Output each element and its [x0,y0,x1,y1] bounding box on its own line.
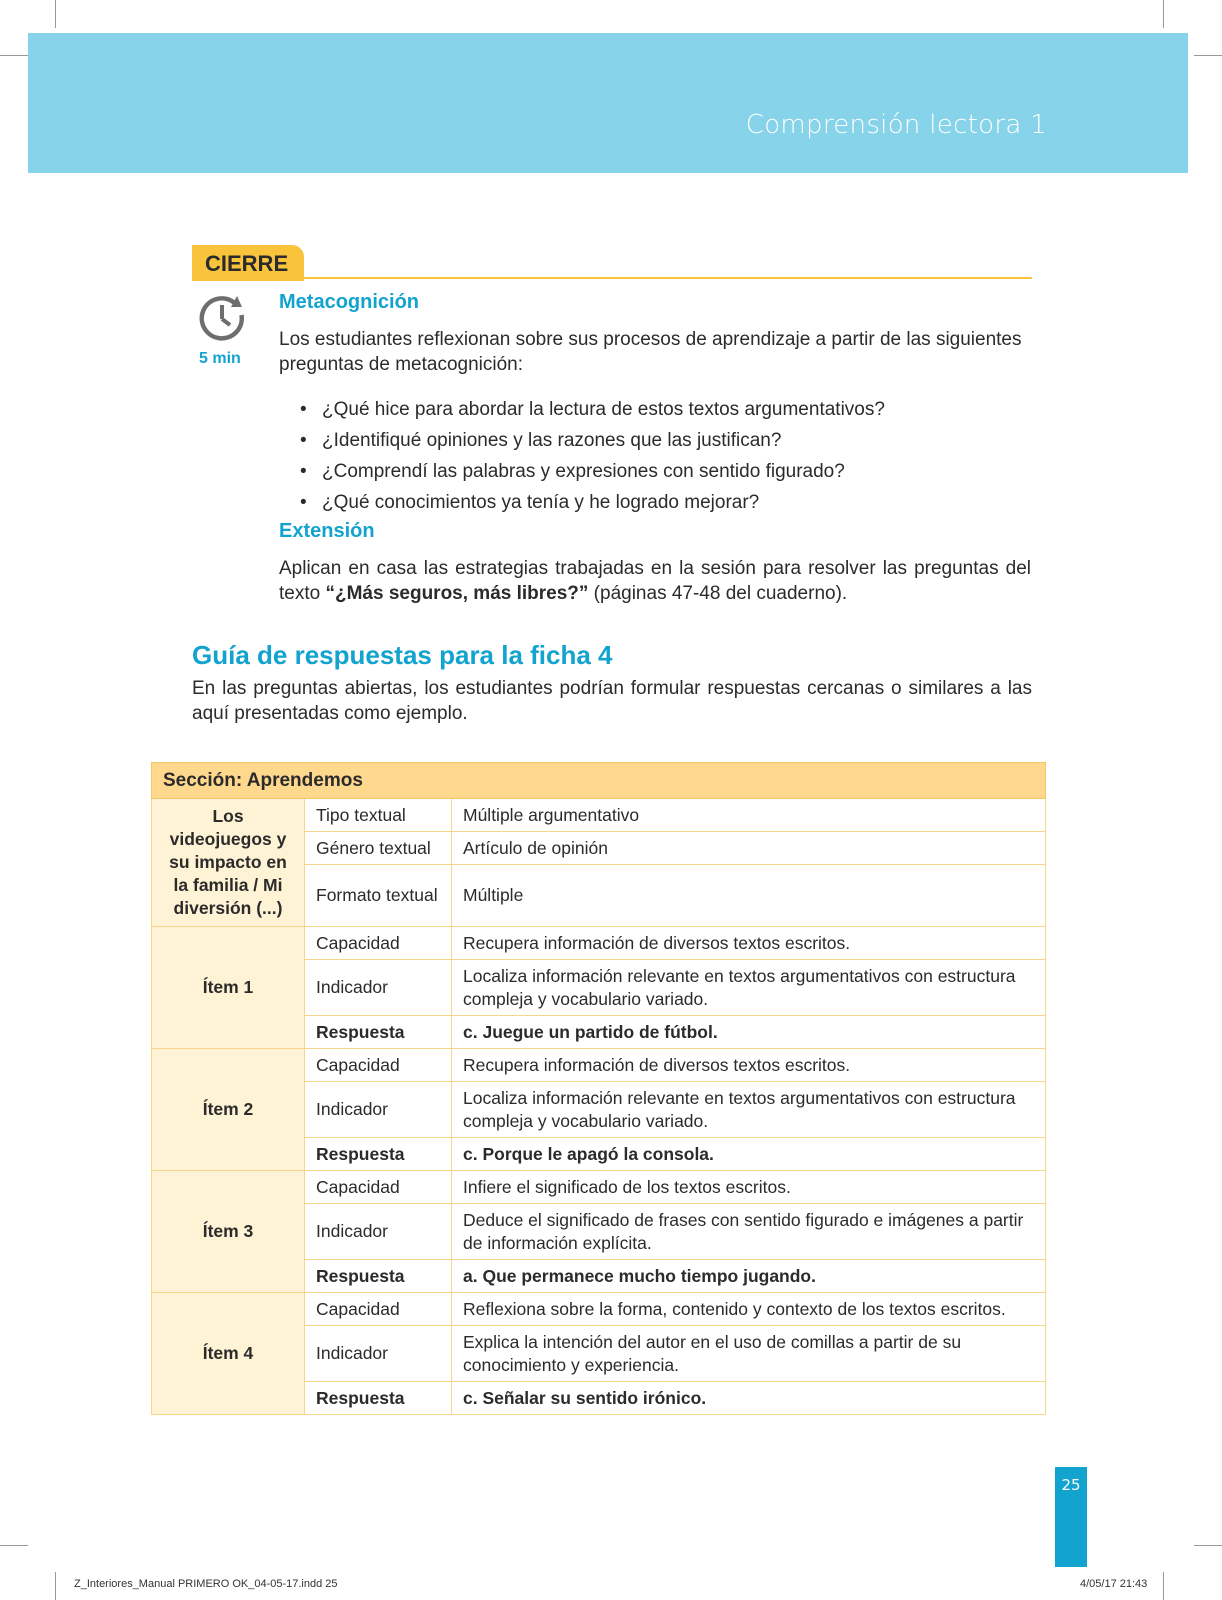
answers-table [151,762,1046,1415]
crop-mark [55,0,56,28]
header-band [28,33,1188,173]
table-row [152,1171,1046,1204]
extension-text-start: Aplican en casa las estrategias trabajadas en la sesión para resolver las preguntas del texto [279,558,1031,604]
extension-text [279,556,1031,606]
row-label: Indicador [305,1204,452,1260]
cierre-label: CIERRE [205,251,289,276]
list-item: • ¿Qué hice para abordar la lectura de estos textos argumentativos? [298,394,885,425]
row-label: Respuesta [305,1016,452,1049]
page-title: Comprensión lectora 1 [745,110,1047,140]
row-value: Localiza información relevante en textos argumentativos con estructura compleja y vocabulario variado. [452,1082,1046,1138]
row-label: Respuesta [305,1138,452,1171]
extension-text-end: (páginas 47-48 del cuaderno). [588,583,848,604]
row-label: Indicador [305,1082,452,1138]
metacognicion-questions [298,394,885,518]
guide-intro: En las preguntas abiertas, los estudiantes podrían formular respuestas cercanas o similares a las aquí presentadas como ejemplo. [192,678,1032,724]
footer-file-slug: Z_Interiores_Manual PRIMERO OK_04-05-17.indd 25 [74,1578,338,1590]
row-label: Indicador [305,960,452,1016]
footer-date-slug: 4/05/17 21:43 [1080,1578,1148,1590]
crop-mark [1194,55,1222,56]
row-label: Capacidad [305,1049,452,1082]
table-row [152,1049,1046,1082]
page-number: 25 [1061,1476,1081,1494]
table-row [152,1293,1046,1326]
table-row [152,799,1046,832]
cierre-rule [304,277,1032,279]
crop-mark [1163,0,1164,28]
row-value: Infiere el significado de los textos escritos. [452,1171,1046,1204]
row-label: Capacidad [305,1171,452,1204]
row-value: Localiza información relevante en textos argumentativos con estructura compleja y vocabulario variado. [452,960,1046,1016]
item-label-cell: Ítem 1 [152,927,305,1049]
guide-title: Guía de respuestas para la ficha 4 [192,640,613,670]
row-label: Tipo textual [305,799,452,832]
row-label: Respuesta [305,1260,452,1293]
list-item: • ¿Comprendí las palabras y expresiones con sentido figurado? [298,456,885,487]
crop-mark [0,55,28,56]
row-label: Formato textual [305,865,452,927]
extension-heading: Extensión [279,520,375,542]
row-label: Capacidad [305,1293,452,1326]
table-row [152,927,1046,960]
list-item: • ¿Identifiqué opiniones y las razones que las justifican? [298,425,885,456]
row-value: Recupera información de diversos textos escritos. [452,927,1046,960]
table-section-header: Sección: Aprendemos [152,763,1046,799]
row-value: Recupera información de diversos textos escritos. [452,1049,1046,1082]
row-label: Género textual [305,832,452,865]
row-value: Explica la intención del autor en el uso de comillas a partir de su conocimiento y experiencia. [452,1326,1046,1382]
crop-mark [55,1572,56,1600]
item-label-cell: Ítem 4 [152,1293,305,1415]
answer-value: c. Señalar su sentido irónico. [452,1382,1046,1415]
crop-mark [0,1545,28,1546]
answer-value: a. Que permanece mucho tiempo jugando. [452,1260,1046,1293]
row-value: Múltiple argumentativo [452,799,1046,832]
list-item: • ¿Qué conocimientos ya tenía y he logrado mejorar? [298,487,885,518]
metacognicion-heading: Metacognición [279,291,420,313]
extension-text-title: “¿Más seguros, más libres?” [325,583,589,604]
row-label: Capacidad [305,927,452,960]
metacognicion-intro: Los estudiantes reflexionan sobre sus procesos de aprendizaje a partir de las siguientes preguntas de metacognición: [279,329,1022,375]
crop-mark [1163,1572,1164,1600]
item-label-cell: Ítem 3 [152,1171,305,1293]
row-value: Artículo de opinión [452,832,1046,865]
table-row [152,763,1046,799]
item-label-cell: Ítem 2 [152,1049,305,1171]
clock-icon [197,292,247,342]
row-value: Múltiple [452,865,1046,927]
row-label: Indicador [305,1326,452,1382]
time-label: 5 min [199,350,241,367]
crop-mark [1194,1545,1222,1546]
row-value: Deduce el significado de frases con sentido figurado e imágenes a partir de información explícita. [452,1204,1046,1260]
answer-value: c. Porque le apagó la consola. [452,1138,1046,1171]
answer-value: c. Juegue un partido de fútbol. [452,1016,1046,1049]
text-group-cell: Los videojuegos y su impacto en la familia / Mi diversión (...) [152,799,305,927]
row-label: Respuesta [305,1382,452,1415]
row-value: Reflexiona sobre la forma, contenido y contexto de los textos escritos. [452,1293,1046,1326]
